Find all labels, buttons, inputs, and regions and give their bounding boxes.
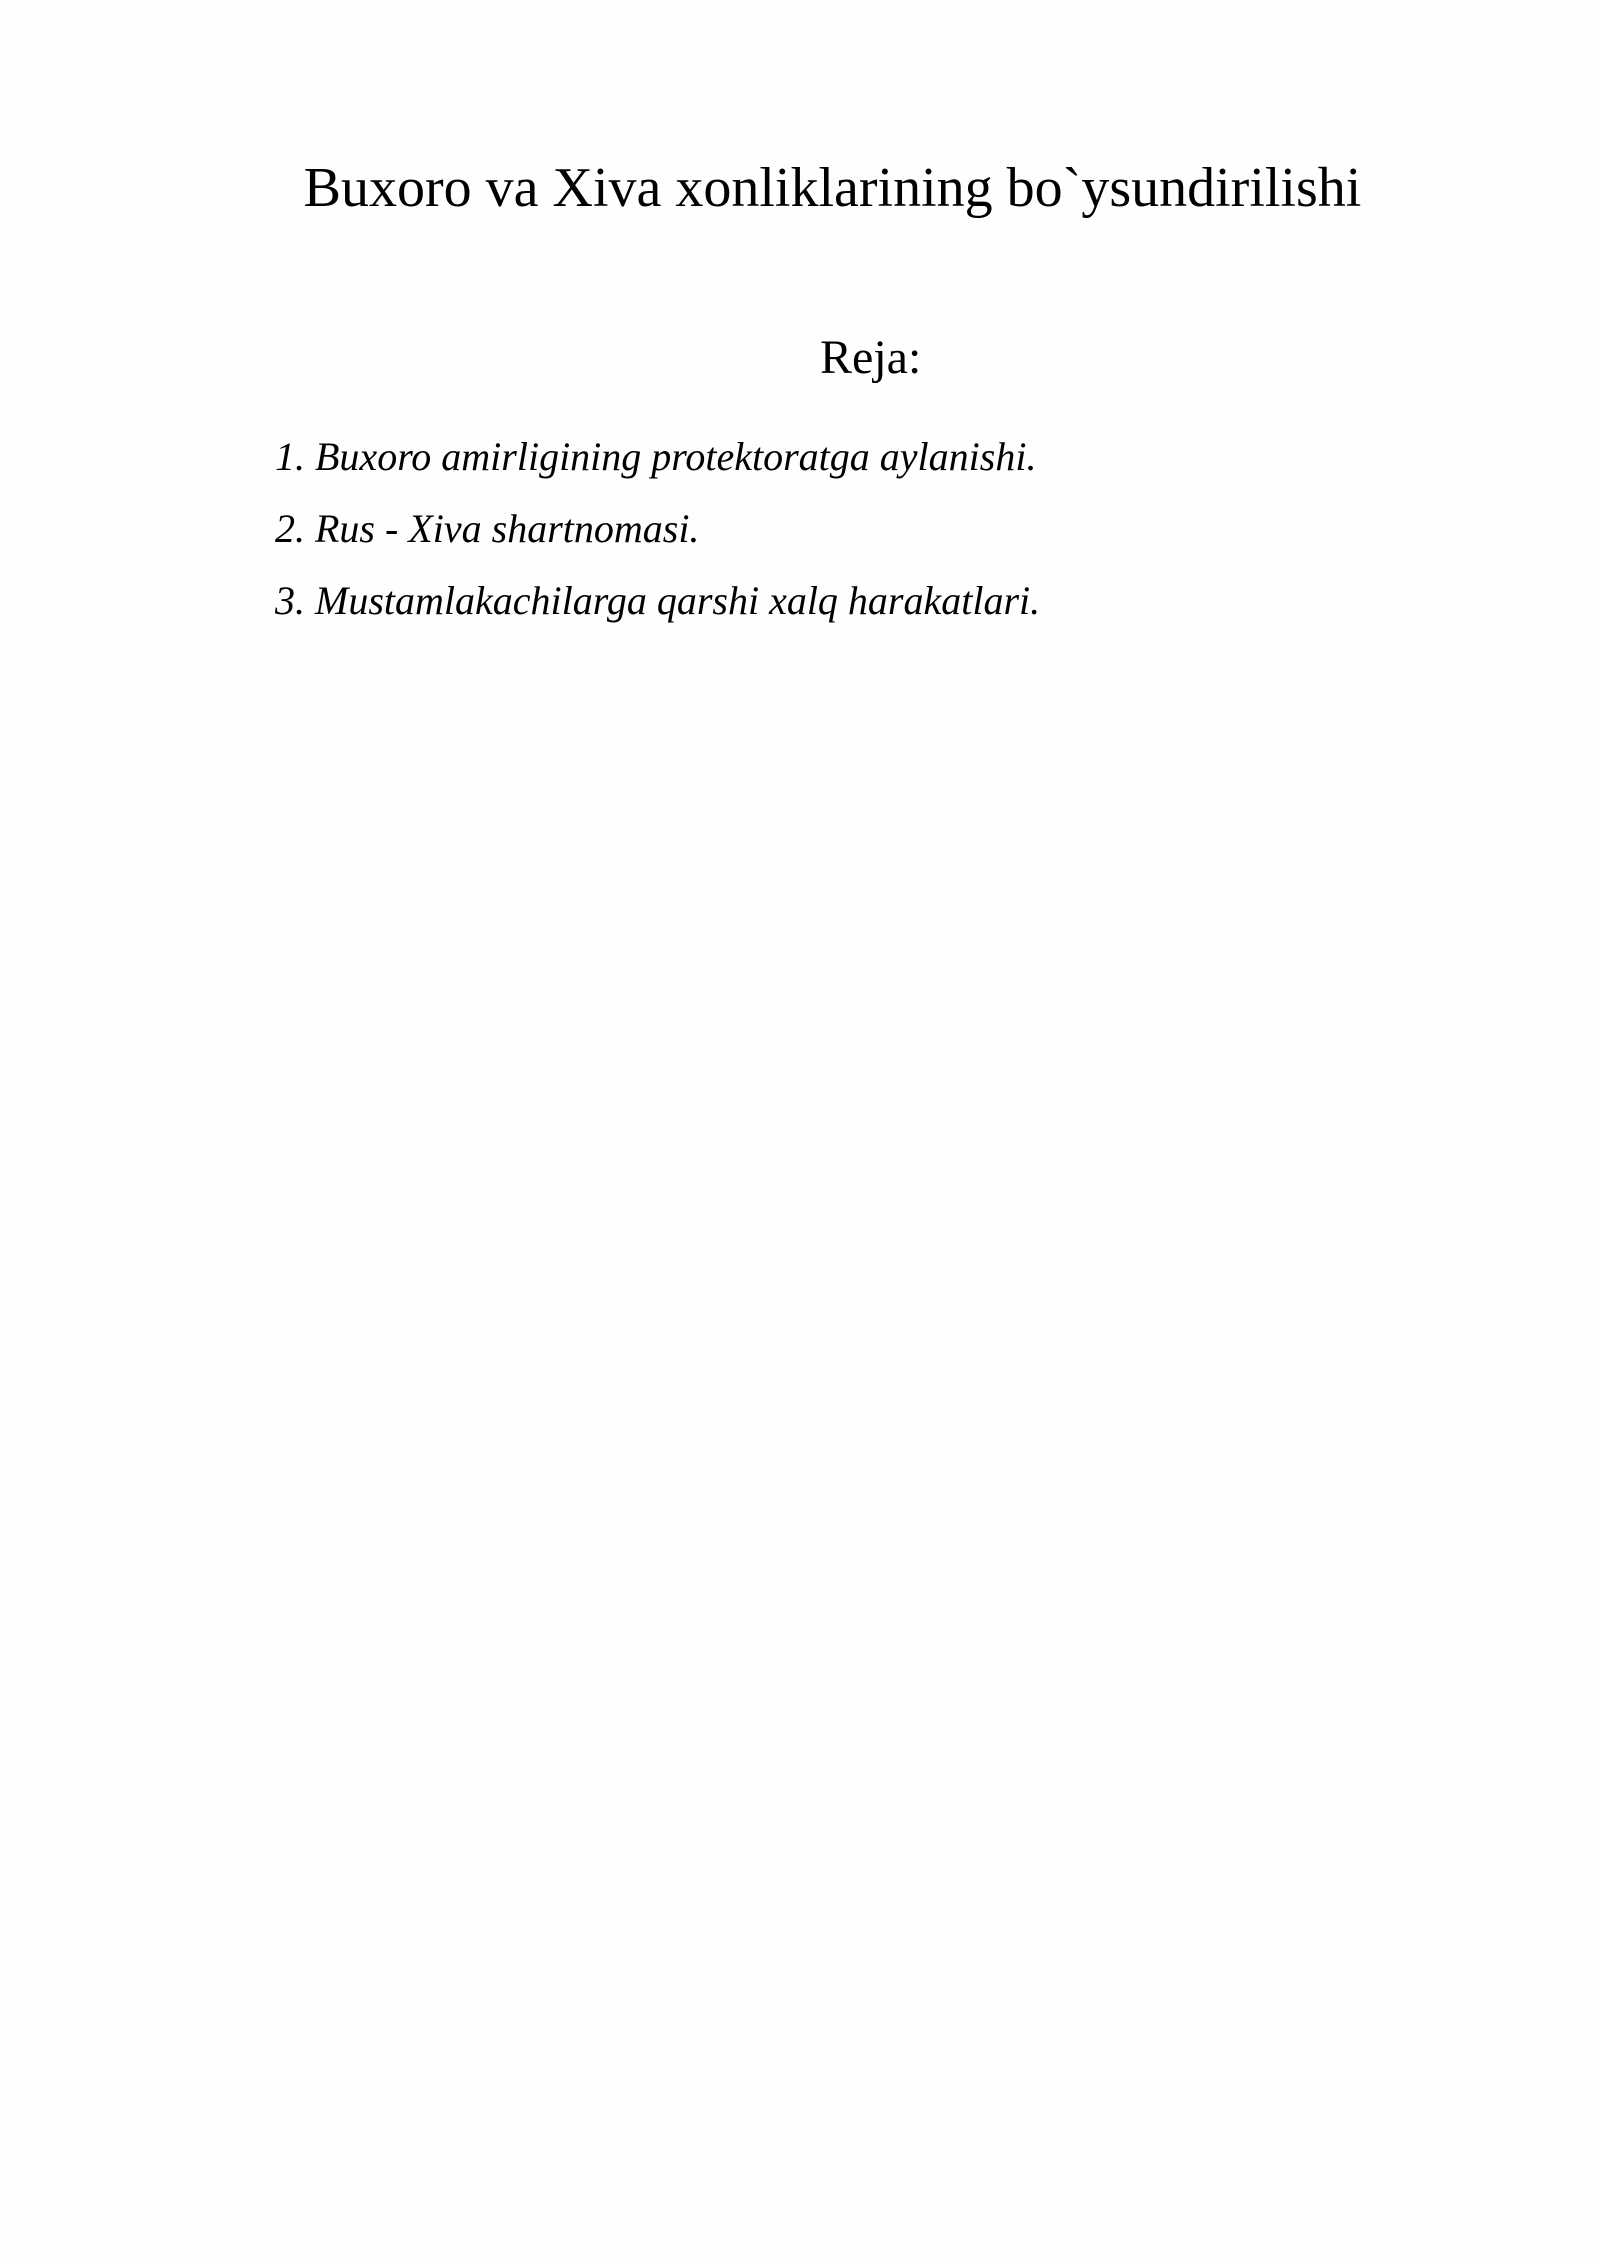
plan-item-1 [275, 432, 1040, 482]
plan-item-number: 1. [275, 434, 305, 479]
plan-item-text: Rus - Xiva shartnomasi. [315, 506, 700, 551]
plan-item-text: Mustamlakachilarga qarshi xalq harakatlari. [315, 578, 1041, 623]
plan-heading: Reja: [820, 331, 922, 384]
document-title: Buxoro va Xiva xonliklarining bo`ysundirilishi [303, 157, 1362, 219]
plan-item-2 [275, 504, 1040, 554]
plan-list [275, 432, 1040, 648]
plan-item-number: 2. [275, 506, 305, 551]
plan-item-text: Buxoro amirligining protektoratga aylanishi. [315, 434, 1037, 479]
plan-item-number: 3. [275, 578, 305, 623]
plan-item-3 [275, 576, 1040, 626]
